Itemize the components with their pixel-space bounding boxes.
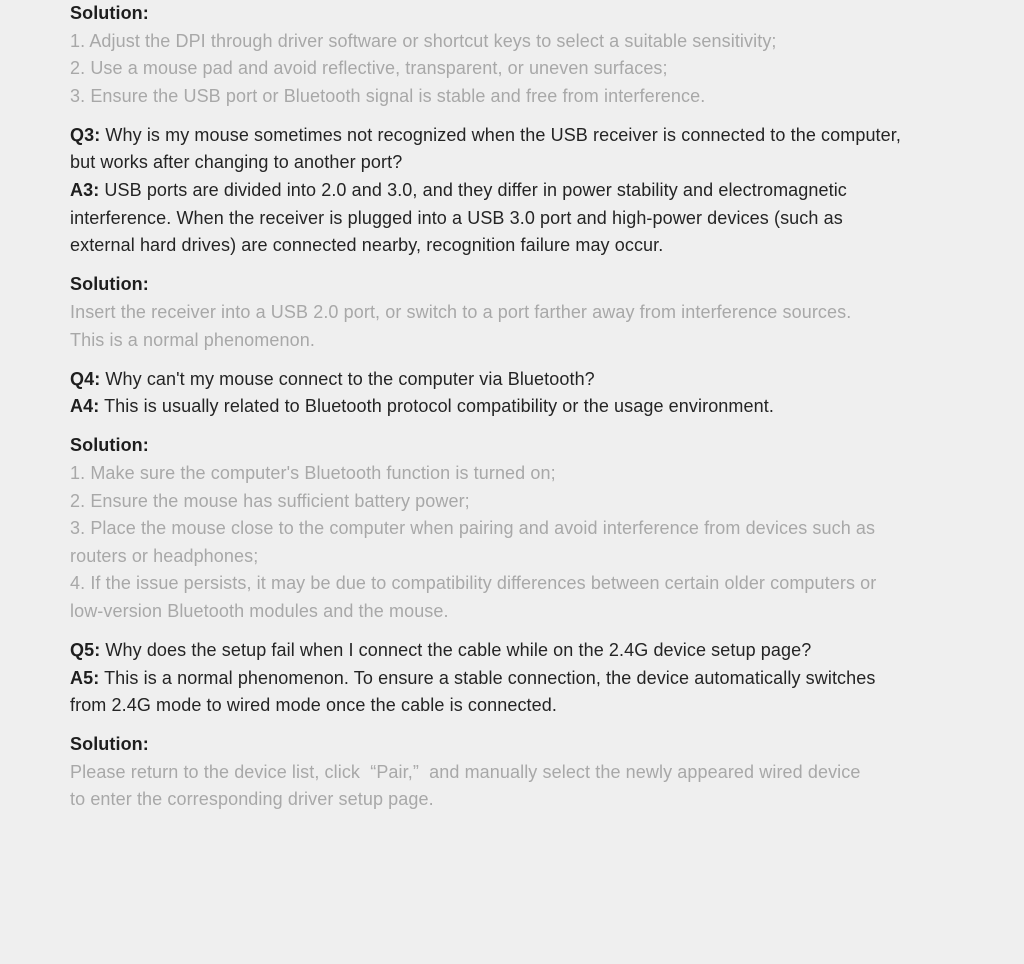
qa-line-continuation: from 2.4G mode to wired mode once the cable is connected. bbox=[70, 695, 557, 716]
qa-block bbox=[70, 366, 954, 421]
solution-block bbox=[70, 0, 954, 110]
qa-prefix: Q4: bbox=[70, 368, 101, 389]
solution-line: 4. If the issue persists, it may be due to compatibility differences between certain older computers or bbox=[70, 573, 877, 594]
qa-prefix: A4: bbox=[70, 396, 100, 417]
solution-heading: Solution: bbox=[70, 274, 149, 295]
solution-block bbox=[70, 432, 954, 625]
solution-block bbox=[70, 271, 954, 354]
qa-prefix: Q3: bbox=[70, 124, 101, 145]
qa-line-first: A5: This is a normal phenomenon. To ensure a stable connection, the device automatically switches bbox=[70, 667, 876, 688]
solution-line: 3. Place the mouse close to the computer when pairing and avoid interference from devices such as bbox=[70, 518, 876, 539]
solution-line: to enter the corresponding driver setup page. bbox=[70, 789, 434, 810]
qa-prefix: A3: bbox=[70, 180, 100, 201]
solution-line: 2. Ensure the mouse has sufficient battery power; bbox=[70, 490, 470, 511]
qa-block bbox=[70, 637, 954, 720]
qa-line-first: Q3: Why is my mouse sometimes not recognized when the USB receiver is connected to the computer, bbox=[70, 124, 901, 145]
solution-heading: Solution: bbox=[70, 734, 149, 755]
solution-line: low-version Bluetooth modules and the mouse. bbox=[70, 600, 449, 621]
qa-block bbox=[70, 122, 954, 260]
qa-prefix: A5: bbox=[70, 667, 100, 688]
solution-block bbox=[70, 731, 954, 814]
solution-line: This is a normal phenomenon. bbox=[70, 329, 315, 350]
qa-line-continuation: interference. When the receiver is plugged into a USB 3.0 port and high-power devices (such as bbox=[70, 207, 843, 228]
solution-line: 2. Use a mouse pad and avoid reflective, transparent, or uneven surfaces; bbox=[70, 58, 668, 79]
solution-line: 3. Ensure the USB port or Bluetooth signal is stable and free from interference. bbox=[70, 85, 706, 106]
solution-line: Please return to the device list, click “Pair,” and manually select the newly appeared wired device bbox=[70, 761, 861, 782]
qa-line-first: Q4: Why can't my mouse connect to the computer via Bluetooth? bbox=[70, 368, 595, 389]
solution-line: 1. Make sure the computer's Bluetooth function is turned on; bbox=[70, 462, 556, 483]
qa-line-continuation: but works after changing to another port? bbox=[70, 152, 403, 173]
solution-heading: Solution: bbox=[70, 3, 149, 23]
qa-line-first: Q5: Why does the setup fail when I connect the cable while on the 2.4G device setup page? bbox=[70, 639, 812, 660]
solution-heading: Solution: bbox=[70, 435, 149, 456]
solution-line: routers or headphones; bbox=[70, 545, 259, 566]
solution-line: 1. Adjust the DPI through driver software or shortcut keys to select a suitable sensitivity; bbox=[70, 30, 777, 51]
qa-prefix: Q5: bbox=[70, 639, 101, 660]
qa-line-continuation: external hard drives) are connected nearby, recognition failure may occur. bbox=[70, 235, 664, 256]
solution-line: Insert the receiver into a USB 2.0 port, or switch to a port farther away from interference sources. bbox=[70, 301, 852, 322]
qa-line-first: A3: USB ports are divided into 2.0 and 3.0, and they differ in power stability and electromagnetic bbox=[70, 180, 847, 201]
qa-line-first: A4: This is usually related to Bluetooth protocol compatibility or the usage environment. bbox=[70, 396, 774, 417]
